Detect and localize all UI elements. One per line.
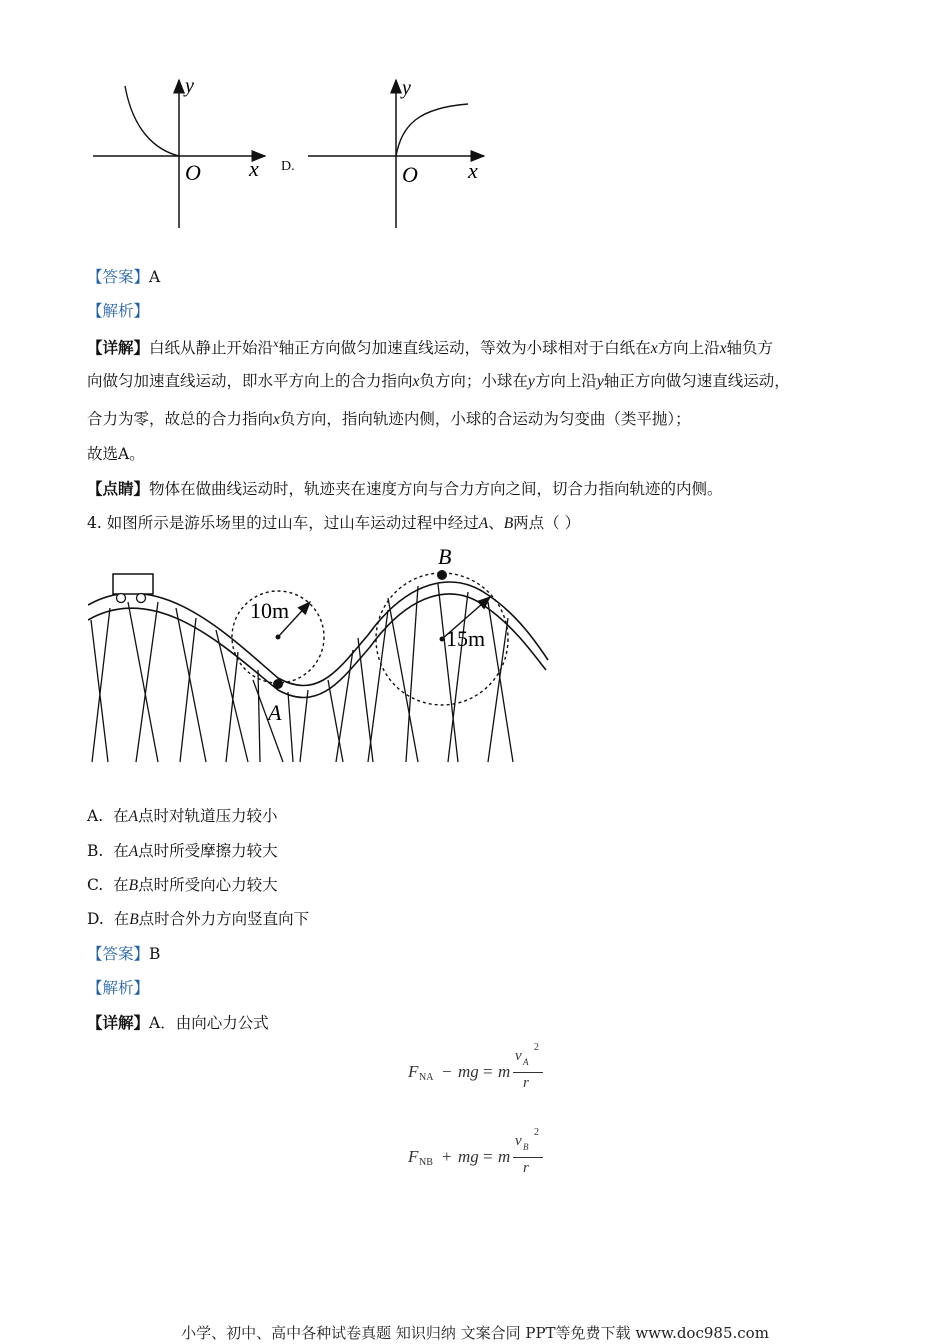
text: 轴正方向做匀速直线运动，	[603, 372, 790, 390]
comment-tag: 【点睛】	[87, 479, 150, 498]
var-x-sup: x	[273, 339, 279, 350]
eq-op: +	[442, 1147, 452, 1166]
analysis-tag: 【解析】	[87, 302, 150, 320]
point: A	[128, 843, 139, 860]
detail-tag: 【详解】	[87, 1013, 150, 1032]
radius-label-a: 10m	[250, 598, 290, 623]
circle-center-b	[440, 637, 445, 642]
point-a: A	[478, 515, 489, 532]
q4-option-b	[87, 840, 278, 863]
point: B	[128, 877, 139, 894]
text: 方向上沿	[657, 339, 720, 358]
x-label: x	[249, 156, 259, 181]
answer-tag: 【答案】	[87, 268, 150, 286]
text: 在	[113, 910, 130, 928]
eq-m: m	[498, 1062, 511, 1081]
text: 合力为零，故总的合力指向	[87, 410, 274, 428]
y-label: y	[185, 75, 194, 97]
q3-detail-line-3	[87, 408, 691, 431]
label-b: B	[438, 544, 452, 569]
eq-v: v	[515, 1133, 522, 1149]
eq-f: F	[408, 1062, 419, 1081]
eq-r: r	[523, 1075, 529, 1091]
q3-detail-line-1	[87, 334, 773, 360]
point: A	[128, 808, 138, 825]
eq-exponent: 2	[534, 1042, 539, 1053]
var-x: x	[650, 340, 658, 358]
eq-v-sub: B	[523, 1142, 529, 1152]
eq-op: −	[442, 1062, 452, 1081]
text: 白纸从静止开始沿	[149, 339, 274, 358]
var-x: x	[273, 411, 280, 428]
text: 方向上沿	[534, 372, 597, 390]
point: B	[129, 911, 139, 928]
eq-v-sub: A	[523, 1057, 529, 1067]
curve	[125, 86, 179, 156]
text: 在	[113, 842, 129, 860]
text: 点时所受向心力较大	[138, 876, 278, 894]
x-label: x	[468, 158, 478, 183]
option-letter: B.	[87, 842, 104, 860]
answer-value: A	[149, 268, 161, 286]
eq-r: r	[523, 1160, 529, 1176]
text: 向做匀加速直线运动，即水平方向上的合力指向	[87, 372, 413, 390]
coaster-car	[113, 574, 153, 594]
text: 轴正方向做匀加速直线运动，等效为小球相对于白纸在	[278, 339, 651, 358]
text: 点时对轨道压力较小	[137, 807, 278, 825]
label-a: A	[268, 700, 282, 725]
eq-f-sub: NA	[419, 1072, 434, 1083]
option-d-label: D.	[281, 159, 295, 174]
q3-comment	[87, 478, 723, 500]
q3-detail-line-2	[87, 370, 790, 393]
text: 在	[112, 807, 129, 825]
point-a-dot	[273, 679, 283, 689]
text: 轴负方	[726, 339, 773, 358]
fraction-bar	[513, 1157, 543, 1158]
eq-mg: mg	[458, 1062, 479, 1081]
y-label: y	[402, 77, 411, 99]
roller-coaster-figure	[88, 540, 553, 770]
answer-tag: 【答案】	[87, 945, 150, 963]
point-b: B	[503, 515, 514, 532]
q4-detail	[87, 1012, 269, 1034]
graph-c	[85, 70, 285, 235]
detail-tag: 【详解】	[87, 338, 150, 358]
eq-mg: mg	[458, 1147, 479, 1166]
page-footer: 小学、初中、高中各种试卷真题 知识归纳 文案合同 PPT等免费下载 www.doc985.com	[181, 1324, 769, 1342]
q3-answer	[87, 266, 160, 288]
eq-equals: =	[483, 1147, 493, 1166]
detail-text: A．由向心力公式	[149, 1014, 269, 1032]
equation-1	[408, 1042, 568, 1100]
text: 负方向，指向轨迹内侧，小球的合运动为匀变曲（类平抛）；	[279, 410, 691, 428]
answer-value: B	[149, 945, 161, 963]
q3-analysis-tag	[87, 300, 149, 322]
option-letter: D.	[87, 910, 104, 928]
q4-option-c	[87, 874, 278, 897]
origin-label: O	[402, 162, 418, 187]
var-x: x	[412, 373, 420, 390]
curve	[396, 104, 468, 156]
fraction-bar	[513, 1072, 543, 1073]
q4-option-d	[87, 908, 309, 931]
eq-f: F	[408, 1147, 419, 1166]
equation-2	[408, 1127, 568, 1185]
eq-m: m	[498, 1147, 511, 1166]
q4-answer	[87, 943, 160, 965]
option-letter: A.	[87, 807, 104, 825]
text: 在	[113, 876, 129, 894]
q4-option-a	[87, 805, 277, 828]
car-wheel	[117, 594, 126, 603]
option-letter: C.	[87, 876, 104, 894]
var-y: y	[527, 373, 535, 390]
text: 、	[488, 514, 504, 532]
q4-stem	[87, 512, 580, 535]
q3-choice: 故选A。	[87, 445, 145, 463]
eq-equals: =	[483, 1062, 493, 1081]
radius-label-b: 15m	[446, 626, 486, 651]
comment-text: 物体在做曲线运动时，轨迹夹在速度方向与合力方向之间，切合力指向轨迹的内侧。	[149, 480, 723, 498]
q4-analysis-tag	[87, 977, 149, 999]
circle-center-a	[276, 635, 281, 640]
graph-d	[300, 70, 500, 235]
origin-label: O	[185, 160, 201, 185]
text: 负方向；小球在	[419, 372, 528, 390]
var-y: y	[596, 373, 604, 390]
eq-exponent: 2	[534, 1127, 539, 1138]
text: 4. 如图所示是游乐场里的过山车，过山车运动过程中经过	[87, 514, 479, 532]
text: 点时合外力方向竖直向下	[138, 910, 310, 928]
car-wheel	[137, 594, 146, 603]
eq-f-sub: NB	[419, 1157, 433, 1168]
analysis-tag: 【解析】	[87, 979, 150, 997]
eq-v: v	[515, 1048, 522, 1064]
text: 点时所受摩擦力较大	[138, 842, 278, 860]
point-b-dot	[437, 570, 447, 580]
text: 两点（ ）	[513, 514, 581, 532]
var-x: x	[719, 340, 727, 358]
